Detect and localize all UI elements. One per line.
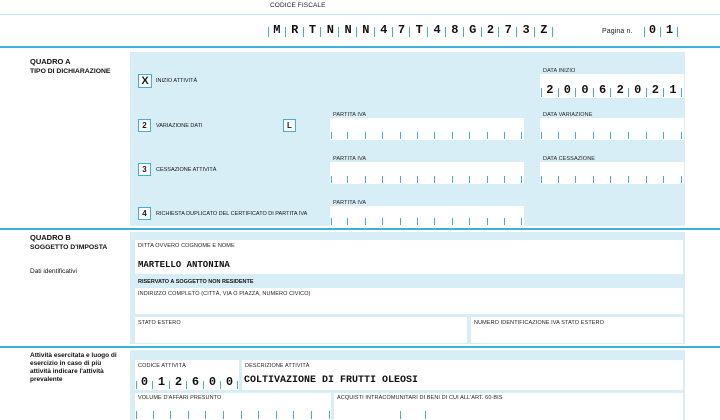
data-inizio-label: DATA INIZIO: [543, 68, 576, 74]
volume-cell: [136, 403, 154, 419]
partita-iva-cell: [505, 124, 522, 139]
quadro-b-divider: [0, 228, 720, 230]
codice-fiscale-cell: 4: [375, 17, 393, 37]
partita-iva-cell: [470, 124, 487, 139]
data-inizio-cell: 6: [594, 79, 612, 97]
codice-attivita-field[interactable]: [136, 372, 238, 389]
codice-attivita-cell: 2: [170, 372, 187, 389]
variazione-dati-label: VARIAZIONE DATI: [156, 123, 203, 129]
codice-attivita-cell: 1: [153, 372, 170, 389]
data-cell: [664, 168, 682, 183]
pagina-cell: 1: [661, 17, 678, 37]
partita-iva-cell: [418, 168, 435, 183]
variazione-dati-extra-code[interactable]: L: [283, 119, 296, 132]
codice-attivita-label: CODICE ATTIVITÀ: [138, 363, 186, 369]
codice-fiscale-cell: N: [339, 17, 357, 37]
acquisti-field[interactable]: [400, 403, 426, 419]
volume-cell: [154, 403, 172, 419]
partita-iva-cell: [331, 168, 348, 183]
data-inizio-cell: 0: [576, 79, 594, 97]
partita-iva-field-4[interactable]: [331, 211, 522, 225]
data-cell: [629, 124, 647, 139]
data-cell: [576, 168, 594, 183]
acquisti-label: ACQUISTI INTRACOMUNITARI DI BENI DI CUI ALL'ART. 60-BIS: [337, 395, 503, 401]
volume-cell: [277, 403, 295, 419]
volume-cell: [294, 403, 312, 419]
data-cell: [559, 168, 577, 183]
data-inizio-cell: 0: [559, 79, 577, 97]
data-cell: [559, 124, 577, 139]
codice-fiscale-label: CODICE FISCALE: [270, 2, 326, 9]
quadro-b-subtitle: SOGGETTO D'IMPOSTA: [30, 244, 108, 251]
pagina-field[interactable]: [644, 17, 678, 37]
header-divider: [0, 46, 720, 48]
richiesta-duplicato-label: RICHIESTA DUPLICATO DEL CERTIFICATO DI PARTITA IVA: [156, 211, 308, 217]
partita-iva-cell: [383, 124, 400, 139]
data-variazione-field[interactable]: [541, 124, 682, 139]
data-inizio-field[interactable]: [541, 79, 682, 97]
pagina-label: Pagina n.: [602, 28, 633, 35]
volume-cell: [312, 403, 330, 419]
codice-fiscale-cell: Z: [535, 17, 553, 37]
partita-iva-cell: [488, 124, 505, 139]
acquisti-cell: [400, 403, 426, 419]
data-cell: [629, 168, 647, 183]
volume-cell: [189, 403, 207, 419]
quadro-b-title: QUADRO B: [30, 233, 71, 242]
cessazione-attivita-code[interactable]: 3: [138, 163, 151, 176]
partita-iva-cell: [401, 211, 418, 225]
partita-iva-cell: [331, 124, 348, 139]
partita-iva-cell: [348, 211, 365, 225]
data-inizio-cell: 2: [647, 79, 665, 97]
quadro-a-title: QUADRO A: [30, 57, 71, 66]
data-cell: [541, 168, 559, 183]
partita-iva-cell: [435, 124, 452, 139]
partita-iva-cell: [488, 168, 505, 183]
partita-iva-cell: [505, 211, 522, 225]
data-cell: [664, 124, 682, 139]
data-inizio-cell: 2: [611, 79, 629, 97]
codice-fiscale-cell: 3: [517, 17, 535, 37]
cessazione-attivita-label: CESSAZIONE ATTIVITÀ: [156, 167, 217, 173]
data-cell: [576, 124, 594, 139]
volume-label: VOLUME D'AFFARI PRESUNTO: [138, 395, 222, 401]
codice-fiscale-cell: N: [357, 17, 375, 37]
partita-iva-field-2[interactable]: [331, 124, 522, 139]
codice-fiscale-field[interactable]: [268, 17, 553, 37]
partita-iva-cell: [366, 124, 383, 139]
partita-iva-cell: [488, 211, 505, 225]
ditta-label: DITTA OVVERO COGNOME E NOME: [138, 243, 235, 249]
partita-iva-cell: [470, 168, 487, 183]
volume-cell: [224, 403, 242, 419]
partita-iva-cell: [331, 211, 348, 225]
volume-cell: [259, 403, 277, 419]
partita-iva-cell: [383, 168, 400, 183]
attivita-side-label: Attività esercitata e luogo di esercizio in caso di più attività indicare l'attività prevalente: [30, 352, 117, 383]
codice-fiscale-cell: 2: [482, 17, 500, 37]
dati-identificativi-label: Dati identificativi: [30, 268, 77, 275]
codice-fiscale-cell: G: [464, 17, 482, 37]
partita-iva-cell: [366, 211, 383, 225]
partita-iva-cell: [348, 124, 365, 139]
partita-iva-cell: [401, 124, 418, 139]
partita-iva-label-3: PARTITA IVA: [333, 156, 367, 162]
non-residenti-label: RISERVATO A SOGGETTO NON RESIDENTE: [138, 279, 254, 285]
richiesta-duplicato-code[interactable]: 4: [138, 207, 151, 220]
codice-attivita-cell: 0: [136, 372, 153, 389]
partita-iva-cell: [453, 124, 470, 139]
data-cell: [647, 124, 665, 139]
data-inizio-cell: 0: [629, 79, 647, 97]
partita-iva-cell: [366, 168, 383, 183]
data-cell: [611, 124, 629, 139]
header-top-rule: [0, 14, 720, 15]
codice-fiscale-cell: T: [410, 17, 428, 37]
data-cell: [594, 124, 612, 139]
inizio-attivita-label: INIZIO ATTIVITÀ: [156, 78, 198, 84]
codice-fiscale-cell: T: [304, 17, 322, 37]
partita-iva-cell: [505, 168, 522, 183]
partita-iva-cell: [401, 168, 418, 183]
pagina-cell: 0: [644, 17, 661, 37]
data-inizio-cell: 2: [541, 79, 559, 97]
partita-iva-cell: [453, 211, 470, 225]
codice-fiscale-cell: 4: [428, 17, 446, 37]
data-cell: [594, 168, 612, 183]
variazione-dati-code[interactable]: 2: [138, 119, 151, 132]
partita-iva-cell: [435, 211, 452, 225]
numero-id-label: NUMERO IDENTIFICAZIONE IVA STATO ESTERO: [474, 320, 605, 326]
data-cell: [541, 124, 559, 139]
volume-cell: [206, 403, 224, 419]
codice-fiscale-cell: 7: [393, 17, 411, 37]
partita-iva-cell: [383, 211, 400, 225]
codice-fiscale-cell: M: [268, 17, 286, 37]
volume-cell: [171, 403, 189, 419]
partita-iva-cell: [435, 168, 452, 183]
data-cell: [611, 168, 629, 183]
stato-estero-box[interactable]: [135, 317, 467, 343]
partita-iva-cell: [453, 168, 470, 183]
data-inizio-cell: 1: [664, 79, 682, 97]
partita-iva-cell: [470, 211, 487, 225]
attivita-divider: [0, 346, 720, 348]
volume-cell: [242, 403, 260, 419]
indirizzo-label: INDIRIZZO COMPLETO (CITTÀ, VIA O PIAZZA, NUMERO CIVICO): [138, 291, 311, 297]
data-cessazione-field[interactable]: [541, 168, 682, 183]
codice-fiscale-cell: R: [286, 17, 304, 37]
codice-fiscale-cell: 8: [446, 17, 464, 37]
volume-field[interactable]: [136, 403, 330, 419]
partita-iva-cell: [348, 168, 365, 183]
quadro-a-subtitle: TIPO DI DICHIARAZIONE: [30, 68, 111, 75]
ditta-value: MARTELLO ANTONINA: [138, 260, 230, 270]
partita-iva-cell: [418, 211, 435, 225]
data-cell: [647, 168, 665, 183]
codice-attivita-cell: 0: [204, 372, 221, 389]
codice-fiscale-cell: N: [321, 17, 339, 37]
stato-estero-label: STATO ESTERO: [138, 320, 181, 326]
descrizione-value: COLTIVAZIONE DI FRUTTI OLEOSI: [244, 375, 419, 386]
partita-iva-label-4: PARTITA IVA: [333, 200, 367, 206]
partita-iva-cell: [418, 124, 435, 139]
codice-attivita-cell: 6: [187, 372, 204, 389]
data-cessazione-label: DATA CESSAZIONE: [543, 156, 596, 162]
data-variazione-label: DATA VARIAZIONE: [543, 112, 593, 118]
partita-iva-field-3[interactable]: [331, 168, 522, 183]
inizio-attivita-checkbox[interactable]: X: [138, 74, 152, 88]
descrizione-label: DESCRIZIONE ATTIVITÀ: [245, 363, 310, 369]
partita-iva-label-2: PARTITA IVA: [333, 112, 367, 118]
codice-fiscale-cell: 7: [499, 17, 517, 37]
codice-attivita-cell: 0: [221, 372, 238, 389]
